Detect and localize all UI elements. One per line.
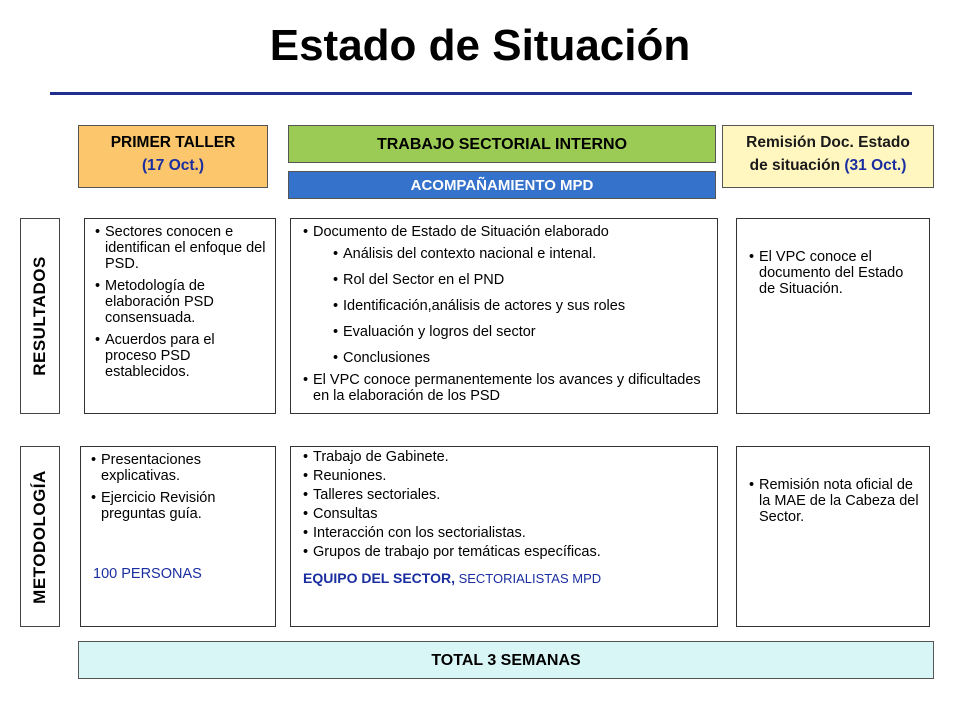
list-subitem: • Análisis del contexto nacional e intenal. <box>299 246 709 262</box>
team-line <box>299 570 709 587</box>
list-item: • Reuniones. <box>299 468 709 484</box>
list-item: • Metodología de elaboración PSD consensuada. <box>91 278 269 326</box>
remision-label-cont: de situación <box>749 157 845 174</box>
list-item: • Grupos de trabajo por temáticas específicas. <box>299 544 709 560</box>
primer-taller-label: PRIMER TALLER <box>110 134 236 151</box>
list-item: • Documento de Estado de Situación elaborado <box>299 224 709 240</box>
metodologia-col3 <box>736 446 930 627</box>
metodologia-side-label <box>20 446 60 627</box>
remision-date: (31 Oct.) <box>844 157 907 174</box>
primer-taller-box <box>78 125 268 188</box>
primer-taller-date: (17 Oct.) <box>141 157 204 174</box>
list-subitem: • Identificación,análisis de actores y sus roles <box>299 298 709 314</box>
remision-label: Remisión Doc. Estado <box>746 134 910 151</box>
list-item: • Ejercicio Revisión preguntas guía. <box>87 490 269 522</box>
list-item: • Interacción con los sectorialistas. <box>299 525 709 541</box>
list-item: • El VPC conoce permanentemente los avances y dificultades en la elaboración de los PSD <box>299 372 709 404</box>
list-item: • Trabajo de Gabinete. <box>299 449 709 465</box>
list-item: • Acuerdos para el proceso PSD establecidos. <box>91 332 269 380</box>
list-item: • Sectores conocen e identifican el enfoque del PSD. <box>91 224 269 272</box>
list-item: • Presentaciones explicativas. <box>87 452 269 484</box>
list-item: • Remisión nota oficial de la MAE de la Cabeza del Sector. <box>745 477 923 525</box>
list-subitem: • Conclusiones <box>299 350 709 366</box>
page-title: Estado de Situación <box>269 21 691 70</box>
acompanamiento-box: ACOMPAÑAMIENTO MPD <box>288 171 716 199</box>
list-item: • El VPC conoce el documento del Estado de Situación. <box>745 249 923 297</box>
list-subitem: • Evaluación y logros del sector <box>299 324 709 340</box>
team-strong: EQUIPO DEL SECTOR, <box>303 570 455 586</box>
remision-box <box>722 125 934 188</box>
people-count: 100 PERSONAS <box>93 566 202 582</box>
metodologia-col1 <box>80 446 276 627</box>
metodologia-col2 <box>290 446 718 627</box>
title-underline <box>50 92 912 95</box>
resultados-col2 <box>290 218 718 414</box>
list-item: • Talleres sectoriales. <box>299 487 709 503</box>
total-box: TOTAL 3 SEMANAS <box>78 641 934 679</box>
trabajo-sectorial-box: TRABAJO SECTORIAL INTERNO <box>288 125 716 163</box>
resultados-col3 <box>736 218 930 414</box>
metodologia-label: METODOLOGÍA <box>30 469 49 604</box>
resultados-label: RESULTADOS <box>30 256 49 376</box>
resultados-side-label <box>20 218 60 414</box>
team-light: SECTORIALISTAS MPD <box>454 571 602 586</box>
list-subitem: • Rol del Sector en el PND <box>299 272 709 288</box>
list-item: • Consultas <box>299 506 709 522</box>
remision-line2 <box>723 154 933 177</box>
resultados-col1 <box>84 218 276 414</box>
